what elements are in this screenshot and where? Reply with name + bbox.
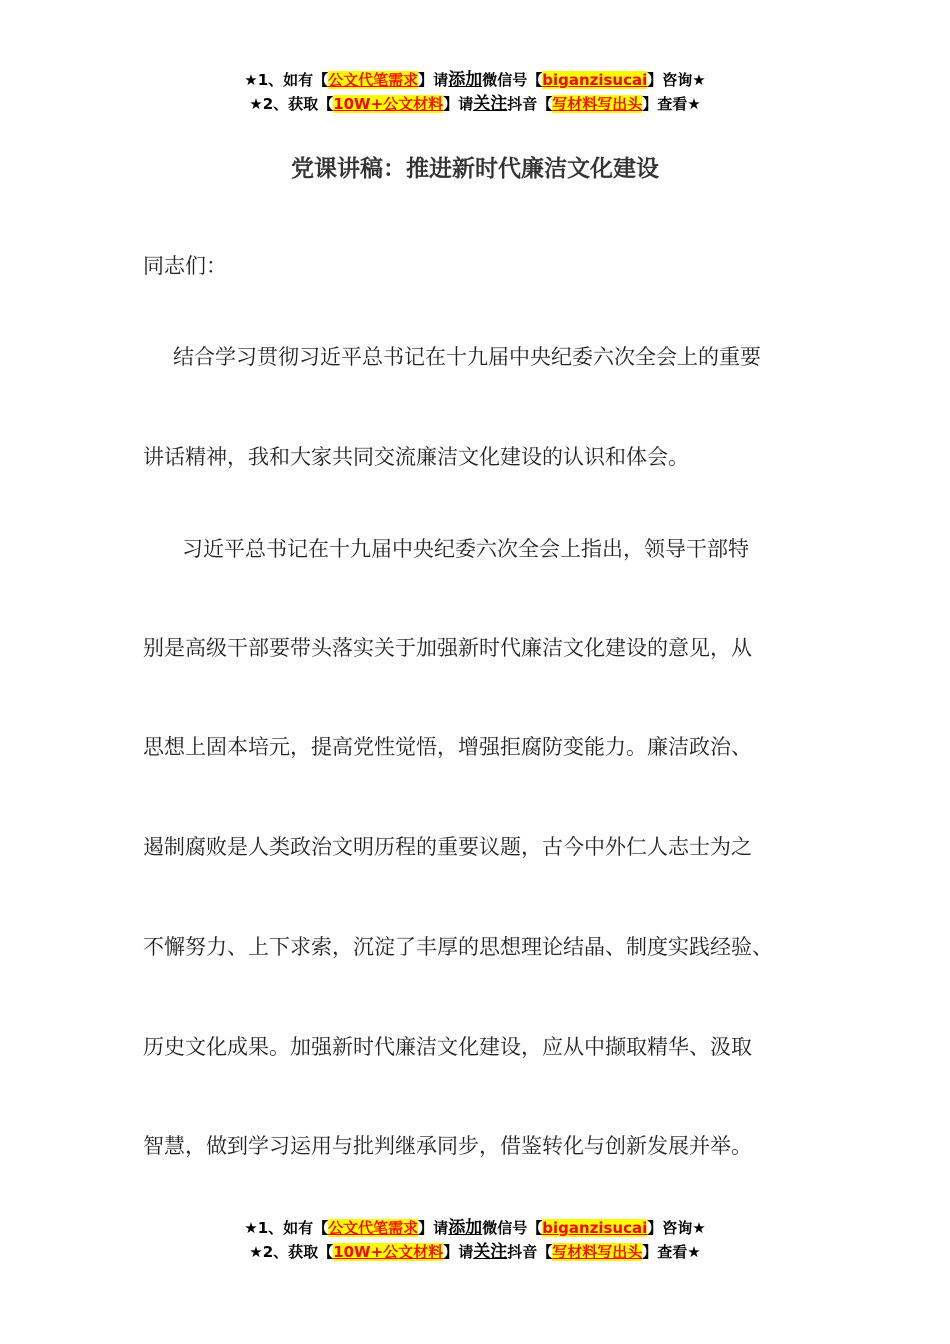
banner-text: ★2、获取【	[249, 95, 334, 113]
banner-text: 】咨询★	[647, 71, 706, 89]
body-line: 思想上固本培元，提高党性觉悟，增强拒腐防变能力。廉洁政治、	[143, 735, 752, 759]
banner-text: 】请	[443, 1243, 474, 1261]
emphasis-text: 关注	[473, 94, 508, 114]
body-line: 智慧，做到学习运用与批判继承同步，借鉴转化与创新发展并举。	[143, 1134, 752, 1158]
banner-text: 】请	[443, 95, 474, 113]
emphasis-text: 关注	[473, 1242, 508, 1262]
wechat-id: biganzisucai	[542, 71, 648, 89]
body-line: 结合学习贯彻习近平总书记在十九届中央纪委六次全会上的重要	[173, 345, 761, 369]
highlight-text: 10W+公文材料	[333, 1243, 444, 1261]
banner-text: ★2、获取【	[249, 1243, 334, 1261]
banner-line-1	[0, 68, 950, 92]
body-line: 历史文化成果。加强新时代廉洁文化建设，应从中撷取精华、汲取	[143, 1035, 752, 1059]
body-line: 习近平总书记在十九届中央纪委六次全会上指出，领导干部特	[182, 537, 749, 561]
salutation: 同志们：	[143, 254, 227, 278]
banner-text: 】请	[418, 1219, 449, 1237]
banner-line-2	[0, 1240, 950, 1264]
banner-text: 】查看★	[642, 95, 701, 113]
wechat-id: biganzisucai	[542, 1219, 648, 1237]
banner-text: 抖音【	[507, 1243, 553, 1261]
emphasis-text: 添加	[448, 70, 483, 90]
banner-text: ★1、如有【	[244, 71, 329, 89]
body-line: 遏制腐败是人类政治文明历程的重要议题，古今中外仁人志士为之	[143, 835, 752, 859]
douyin-account: 写材料写出头	[552, 95, 643, 113]
banner-text: ★1、如有【	[244, 1219, 329, 1237]
body-line: 不懈努力、上下求索，沉淀了丰厚的思想理论结晶、制度实践经验、	[143, 935, 773, 959]
body-line: 别是高级干部要带头落实关于加强新时代廉洁文化建设的意见，从	[143, 636, 752, 660]
banner-text: 】咨询★	[647, 1219, 706, 1237]
banner-text: 】查看★	[642, 1243, 701, 1261]
banner-text: 微信号【	[482, 71, 543, 89]
banner-text: 抖音【	[507, 95, 553, 113]
highlight-text: 公文代笔需求	[328, 71, 419, 89]
highlight-text: 公文代笔需求	[328, 1219, 419, 1237]
header-banner	[0, 68, 950, 116]
banner-text: 微信号【	[482, 1219, 543, 1237]
highlight-text: 10W+公文材料	[333, 95, 444, 113]
footer-banner	[0, 1216, 950, 1264]
emphasis-text: 添加	[448, 1218, 483, 1238]
douyin-account: 写材料写出头	[552, 1243, 643, 1261]
banner-text: 】请	[418, 71, 449, 89]
body-line: 讲话精神，我和大家共同交流廉洁文化建设的认识和体会。	[143, 445, 689, 469]
banner-line-1	[0, 1216, 950, 1240]
document-title: 党课讲稿：推进新时代廉洁文化建设	[291, 156, 659, 182]
banner-line-2	[0, 92, 950, 116]
